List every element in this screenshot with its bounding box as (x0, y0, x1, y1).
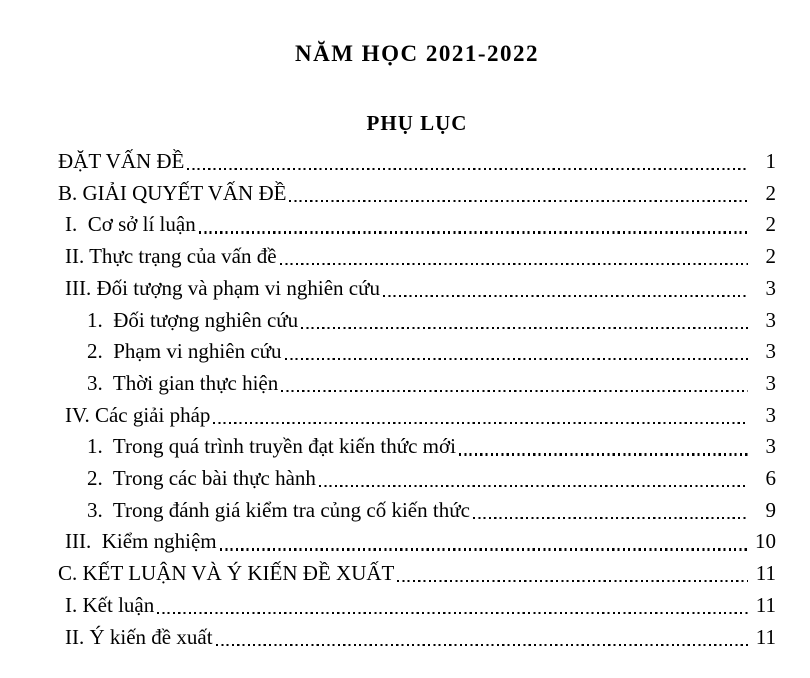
dot-leader (187, 168, 748, 170)
dot-leader (280, 263, 748, 265)
toc-entry-label: II. Ý kiến đề xuất (65, 624, 213, 649)
toc-entry-page: 2 (765, 180, 776, 205)
toc-entry[interactable] (58, 241, 776, 273)
toc-entry-label: I. Kết luận (65, 592, 155, 617)
dot-leader (216, 644, 748, 646)
dot-leader (383, 295, 748, 297)
dot-leader (157, 612, 748, 614)
toc-entry-label: 2. Phạm vi nghiên cứu (87, 339, 282, 364)
toc-entry-page: 3 (765, 339, 776, 364)
toc-entry[interactable] (58, 178, 776, 210)
dot-leader (459, 453, 748, 455)
toc-entry[interactable] (58, 273, 776, 305)
document-title: NĂM HỌC 2021-2022 (295, 41, 539, 66)
toc-entry-label: C. KẾT LUẬN VÀ Ý KIẾN ĐỀ XUẤT (58, 561, 395, 586)
toc-entry-label: 3. Thời gian thực hiện (87, 370, 279, 395)
toc-entry-page: 2 (765, 244, 776, 269)
toc-entry-page: 3 (765, 307, 776, 332)
dot-leader (285, 358, 748, 360)
toc-entry-label: B. GIẢI QUYẾT VẤN ĐỀ (58, 180, 287, 205)
toc-entry-page: 3 (765, 275, 776, 300)
toc-entry-page: 6 (765, 466, 776, 491)
toc-entry-label: I. Cơ sở lí luận (65, 212, 196, 237)
dot-leader (213, 422, 748, 424)
dot-leader (397, 580, 748, 582)
toc-entry[interactable] (58, 558, 776, 590)
toc-entry-page: 10 (755, 529, 776, 554)
toc-entry-page: 11 (755, 592, 776, 617)
toc-entry-page: 11 (755, 624, 776, 649)
dot-leader (281, 390, 748, 392)
toc-entry[interactable] (58, 336, 776, 368)
toc-entry[interactable] (58, 463, 776, 495)
toc-entry[interactable] (58, 495, 776, 527)
toc-entry-label: IV. Các giải pháp (65, 402, 211, 427)
toc-list (58, 146, 776, 653)
toc-entry-label: III. Đối tượng và phạm vi nghiên cứu (65, 275, 380, 300)
toc-entry-page: 3 (765, 434, 776, 459)
toc-entry[interactable] (58, 209, 776, 241)
dot-leader (199, 231, 748, 233)
toc-entry-label: ĐẶT VẤN ĐỀ (58, 149, 185, 173)
toc-heading: PHỤ LỤC (366, 111, 468, 135)
toc-entry-label: 2. Trong các bài thực hành (87, 466, 316, 491)
toc-entry-page: 3 (765, 402, 776, 427)
toc-entry-label: 3. Trong đánh giá kiểm tra củng cố kiến thức (87, 497, 470, 522)
toc-entry-label: 1. Đối tượng nghiên cứu (87, 307, 299, 332)
dot-leader (319, 485, 748, 487)
toc-entry-label: III. Kiểm nghiệm (65, 529, 217, 554)
toc-entry[interactable] (58, 431, 776, 463)
toc-entry-label: 1. Trong quá trình truyền đạt kiến thức mới (87, 434, 456, 459)
toc-entry-page: 9 (765, 497, 776, 522)
toc-entry[interactable] (58, 622, 776, 654)
toc-entry-page: 2 (765, 212, 776, 237)
toc-entry[interactable] (58, 146, 776, 178)
toc-entry[interactable] (58, 400, 776, 432)
toc-entry[interactable] (58, 526, 776, 558)
toc-entry-page: 11 (755, 561, 776, 586)
dot-leader (220, 548, 748, 550)
toc-entry[interactable] (58, 305, 776, 337)
dot-leader (473, 517, 748, 519)
dot-leader (301, 327, 748, 329)
toc-entry-label: II. Thực trạng của vấn đề (65, 244, 277, 269)
dot-leader (289, 200, 748, 202)
toc-entry[interactable] (58, 590, 776, 622)
toc-entry[interactable] (58, 368, 776, 400)
toc-entry-page: 1 (765, 149, 776, 173)
toc-entry-page: 3 (765, 370, 776, 395)
